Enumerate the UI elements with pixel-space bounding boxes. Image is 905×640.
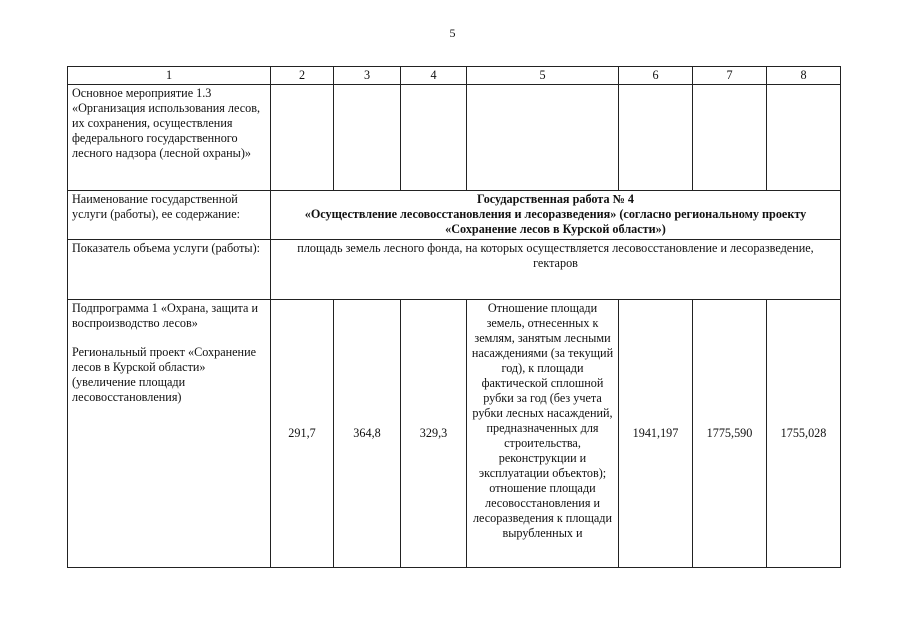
service-label: Наименование государственной услуги (работы), ее содержание: (68, 191, 271, 240)
header-cell: 6 (619, 67, 693, 85)
empty-cell (401, 85, 467, 191)
indicator-description-cell (467, 300, 619, 568)
empty-cell (334, 85, 401, 191)
value-col6: 1941,197 (619, 300, 693, 568)
indicator-label: Показатель объема услуги (работы): (68, 240, 271, 300)
header-cell: 3 (334, 67, 401, 85)
measure-row (68, 85, 841, 191)
header-cell: 8 (767, 67, 841, 85)
value-col2: 291,7 (271, 300, 334, 568)
value-col8: 1755,028 (767, 300, 841, 568)
empty-cell (271, 85, 334, 191)
indicator-value: площадь земель лесного фонда, на которых осуществляется лесовосстановление и лесоразведение, гектаров (271, 240, 841, 300)
header-cell: 1 (68, 67, 271, 85)
header-cell: 2 (271, 67, 334, 85)
empty-cell (619, 85, 693, 191)
value-col4: 329,3 (401, 300, 467, 568)
indicator-row (68, 240, 841, 300)
measure-label: Основное мероприятие 1.3 «Организация использования лесов, их сохранения, осуществления федерального государственного лесного надзора (лесной охраны)» (68, 85, 271, 191)
service-title: Государственная работа № 4 (477, 192, 634, 206)
program-label-cell (68, 300, 271, 568)
value-col3: 364,8 (334, 300, 401, 568)
service-subtitle: «Осуществление лесовосстановления и лесоразведения» (согласно региональному проекту «Сохранение лесов в Курской области») (304, 207, 807, 236)
service-row (68, 191, 841, 240)
header-row (68, 67, 841, 85)
service-title-cell (271, 191, 841, 240)
plan-table (67, 66, 841, 568)
subprogram-label: Подпрограмма 1 «Охрана, защита и воспроизводство лесов» (72, 301, 258, 330)
indicator-description: Отношение площади земель, отнесенных к землям, занятым лесными насаждениями (за текущий год), к площади фактической сплошной рубки за год (без учета рубки лесных насаждений, предназначенных для строительства, реконструкции и эксплуатации объектов); отношение площади лесовосстановления и лесоразведения к площади вырубленных и (471, 301, 614, 540)
header-cell: 7 (693, 67, 767, 85)
program-row (68, 300, 841, 568)
page-number: 5 (449, 26, 456, 40)
project-label: Региональный проект «Сохранение лесов в Курской области» (увеличение площади лесовосстановления) (72, 345, 256, 404)
header-cell: 5 (467, 67, 619, 85)
empty-cell (693, 85, 767, 191)
value-col7: 1775,590 (693, 300, 767, 568)
header-cell: 4 (401, 67, 467, 85)
empty-cell (467, 85, 619, 191)
empty-cell (767, 85, 841, 191)
